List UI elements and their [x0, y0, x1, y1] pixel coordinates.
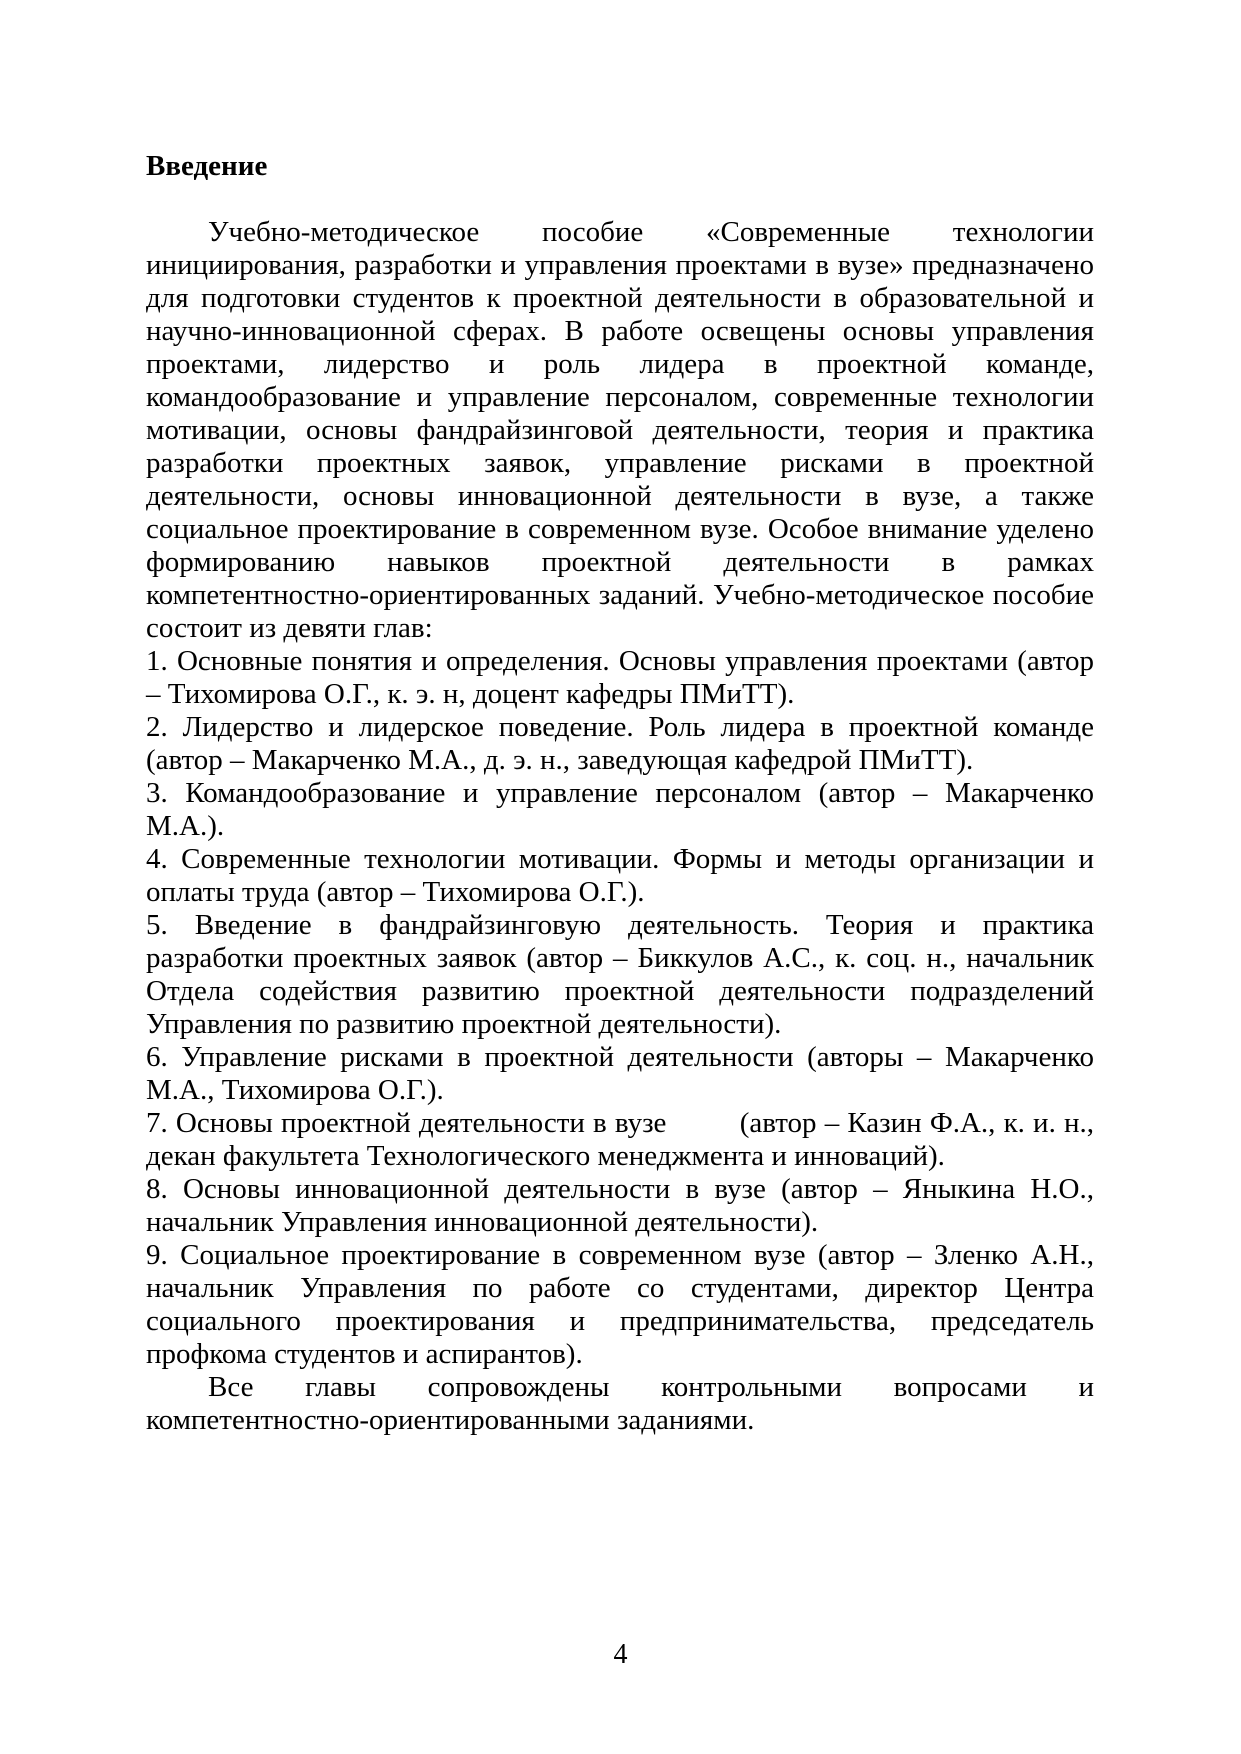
page-content [146, 150, 1094, 1437]
chapter-item-9: 9. Социальное проектирование в современном вузе (автор – Зленко А.Н., начальник Управления по работе со студентами, директор Центра социального проектирования и предпринимательства, председатель профкома студентов и аспирантов). [146, 1239, 1094, 1370]
chapter-item-1: 1. Основные понятия и определения. Основы управления проектами (автор – Тихомирова О.Г., к. э. н, доцент кафедры ПМиТТ). [146, 645, 1094, 710]
chapter-item-2: 2. Лидерство и лидерское поведение. Роль лидера в проектной команде (автор – Макарченко М.А., д. э. н., заведующая кафедрой ПМиТТ). [146, 711, 1094, 776]
chapter-item-3: 3. Командообразование и управление персоналом (автор – Макарченко М.А.). [146, 777, 1094, 842]
chapter-item-7: 7. Основы проектной деятельности в вузе (автор – Казин Ф.А., к. и. н., декан факультета Технологического менеджмента и инноваций). [146, 1107, 1094, 1172]
intro-paragraph: Учебно-методическое пособие «Современные технологии инициирования, разработки и управления проектами в вузе» предназначено для подготовки студентов к проектной деятельности в образовательной и научно-инновационной сферах. В работе освещены основы управления проектами, лидерство и роль лидера в проектной команде, командообразование и управление персоналом, современные технологии мотивации, основы фандрайзинговой деятельности, теория и практика разработки проектных заявок, управление рисками в проектной деятельности, основы инновационной деятельности в вузе, а также социальное проектирование в современном вузе. Особое внимание уделено формированию навыков проектной деятельности в рамках компетентностно-ориентированных заданий. Учебно-методическое пособие состоит из девяти глав: [146, 216, 1094, 644]
chapter-item-6: 6. Управление рисками в проектной деятельности (авторы – Макарченко М.А., Тихомирова О.Г.). [146, 1041, 1094, 1106]
page-number: 4 [613, 1639, 628, 1670]
chapter-item-4: 4. Современные технологии мотивации. Формы и методы организации и оплаты труда (автор – Тихомирова О.Г.). [146, 843, 1094, 908]
chapter-item-5: 5. Введение в фандрайзинговую деятельность. Теория и практика разработки проектных заявок (автор – Биккулов А.С., к. соц. н., начальник Отдела содействия развитию проектной деятельности подразделений Управления по развитию проектной деятельности). [146, 909, 1094, 1040]
closing-paragraph: Все главы сопровождены контрольными вопросами и компетентностно-ориентированными заданиями. [146, 1371, 1094, 1436]
chapter-item-8: 8. Основы инновационной деятельности в вузе (автор – Яныкина Н.О., начальник Управления инновационной деятельности). [146, 1173, 1094, 1238]
section-title: Введение [146, 150, 268, 182]
